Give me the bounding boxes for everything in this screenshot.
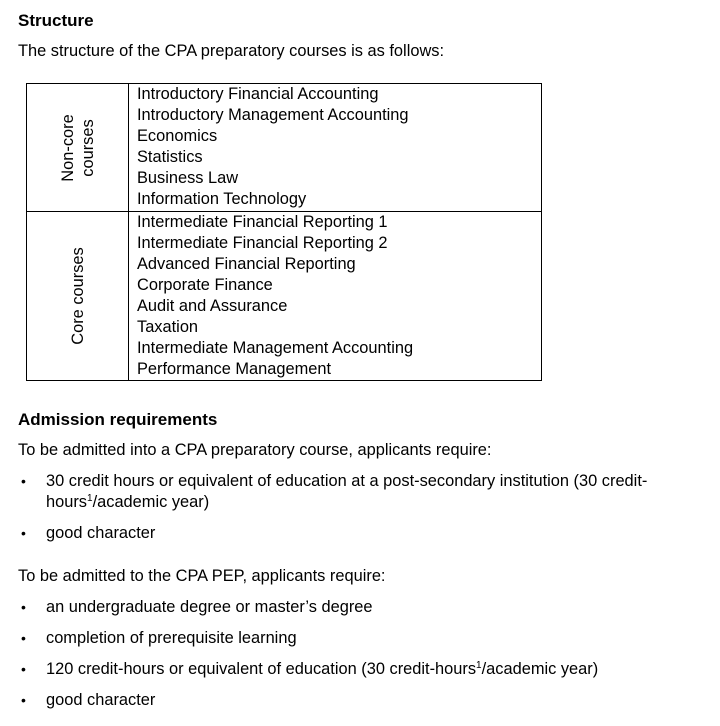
course-item: Intermediate Financial Reporting 2 [137, 234, 388, 252]
course-item: Business Law [137, 169, 239, 187]
structure-heading: Structure [18, 11, 94, 30]
course-item: Intermediate Management Accounting [137, 339, 414, 357]
core-label: Core courses [68, 247, 87, 345]
course-item: Introductory Financial Accounting [137, 85, 379, 103]
bullet-icon: • [21, 661, 26, 677]
requirement-text: completion of prerequisite learning [46, 629, 297, 647]
course-item: Corporate Finance [137, 276, 273, 294]
cpa-requirements-list [18, 471, 708, 544]
course-item: Audit and Assurance [137, 297, 288, 315]
list-item [18, 659, 708, 680]
pep-requirements-list [18, 597, 708, 711]
pep-intro: To be admitted to the CPA PEP, applicants require: [18, 567, 386, 585]
noncore-label [58, 114, 98, 181]
course-item: Information Technology [137, 190, 307, 208]
list-item [18, 471, 708, 513]
core-course-list [129, 212, 542, 381]
courses-table [26, 83, 542, 381]
footnote-ref: 1 [87, 493, 93, 504]
requirement-text: an undergraduate degree or master’s degree [46, 598, 373, 616]
noncore-label-cell [27, 84, 129, 212]
noncore-label-line1: Non-core [58, 113, 77, 182]
course-item: Statistics [137, 148, 203, 166]
course-item: Intermediate Financial Reporting 1 [137, 213, 388, 231]
requirement-text: good character [46, 524, 156, 542]
course-item: Introductory Management Accounting [137, 106, 409, 124]
structure-intro: The structure of the CPA preparatory courses is as follows: [18, 42, 445, 60]
course-item: Taxation [137, 318, 199, 336]
requirement-text: /academic year) [92, 493, 210, 511]
bullet-icon: • [21, 692, 26, 708]
list-item [18, 690, 708, 711]
bullet-icon: • [21, 630, 26, 646]
requirement-text: 30 credit hours or equivalent of education at a post-secondary institution (30 credit-hours [46, 472, 648, 511]
noncore-label-line2: courses [78, 118, 97, 177]
course-item: Performance Management [137, 360, 332, 378]
requirement-text: 120 credit-hours or equivalent of education (30 credit-hours [46, 660, 477, 678]
course-item: Economics [137, 127, 218, 145]
bullet-icon: • [21, 525, 26, 541]
list-item [18, 628, 708, 649]
core-label-cell [27, 212, 129, 381]
cpa-course-intro: To be admitted into a CPA preparatory course, applicants require: [18, 441, 492, 459]
bullet-icon: • [21, 473, 26, 489]
noncore-course-list [129, 84, 542, 212]
noncore-row [27, 84, 542, 212]
bullet-icon: • [21, 599, 26, 615]
requirement-text: good character [46, 691, 156, 709]
requirement-text: /academic year) [481, 660, 599, 678]
admission-heading: Admission requirements [18, 410, 218, 429]
footnote-ref: 1 [476, 660, 482, 671]
course-item: Advanced Financial Reporting [137, 255, 356, 273]
list-item [18, 523, 708, 544]
list-item [18, 597, 708, 618]
core-row [27, 212, 542, 381]
